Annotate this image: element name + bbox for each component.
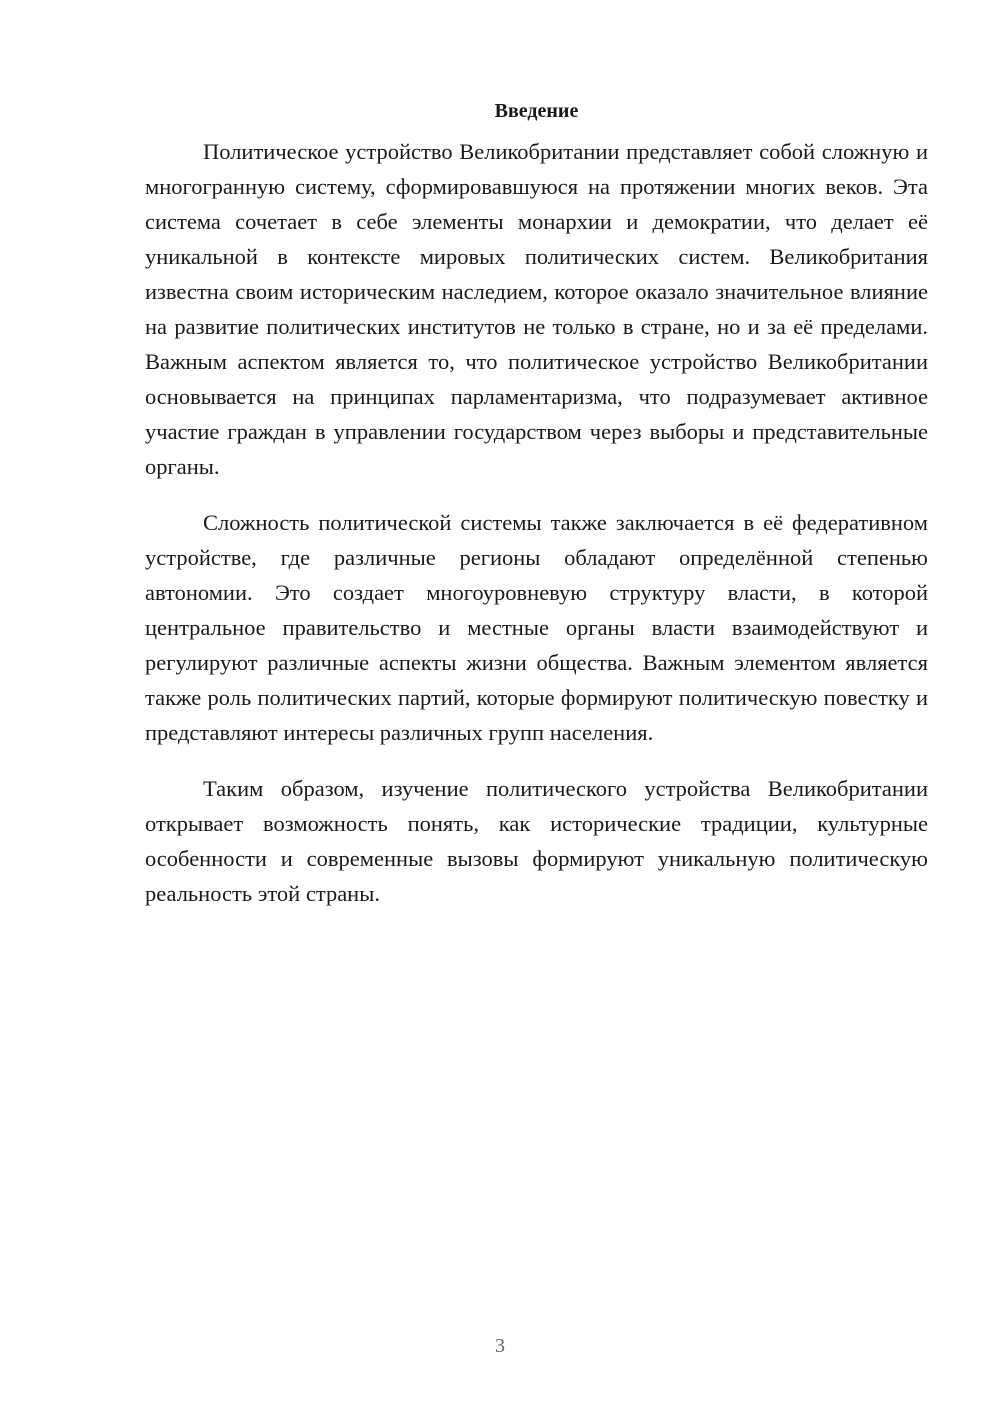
paragraph-2: Сложность политической системы также заключается в её федеративном устройстве, где различные регионы обладают определённой степенью автономии. Это создает многоуровневую структуру власти, в которой центральное правительство и местные органы власти взаимодействуют и регулируют различные аспекты жизни общества. Важным элементом является также роль политических партий, которые формируют политическую повестку и представляют интересы различных групп населения. <box>145 510 928 745</box>
paragraph-1: Политическое устройство Великобритании представляет собой сложную и многогранную систему, сформировавшуюся на протяжении многих веков. Эта система сочетает в себе элементы монархии и демократии, что делает её уникальной в контексте мировых политических систем. Великобритания известна своим историческим наследием, которое оказало значительное влияние на развитие политических институтов не только в стране, но и за её пределами. Важным аспектом является то, что политическое устройство Великобритании основывается на принципах парламентаризма, что подразумевает активное участие граждан в управлении государством через выборы и представительные органы. <box>145 139 928 479</box>
paragraph-3: Таким образом, изучение политического устройства Великобритании открывает возможность понять, как исторические традиции, культурные особенности и современные вызовы формируют уникальную политическую реальность этой страны. <box>145 776 928 906</box>
page-content <box>145 96 928 932</box>
page-number: 3 <box>495 1335 505 1357</box>
section-heading: Введение <box>494 100 579 122</box>
